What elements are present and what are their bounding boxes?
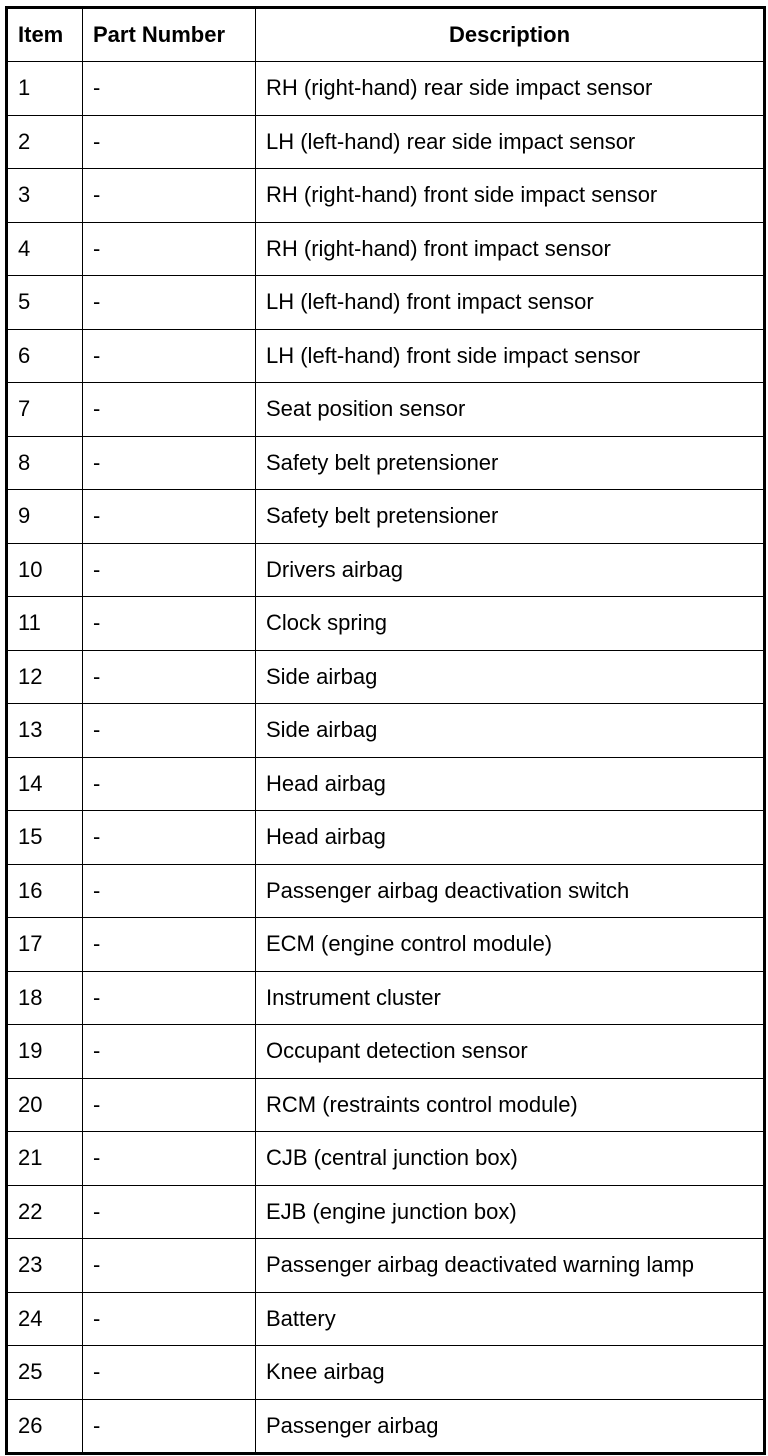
- table-row: [7, 543, 765, 597]
- table-row: [7, 436, 765, 490]
- cell-part-number: -: [83, 971, 256, 1025]
- cell-item: 26: [7, 1399, 83, 1454]
- cell-part-number: -: [83, 864, 256, 918]
- table-row: [7, 115, 765, 169]
- cell-part-number: -: [83, 329, 256, 383]
- cell-item: 12: [7, 650, 83, 704]
- cell-description: RH (right-hand) front impact sensor: [256, 222, 765, 276]
- cell-item: 20: [7, 1078, 83, 1132]
- cell-part-number: -: [83, 1399, 256, 1454]
- cell-part-number: -: [83, 383, 256, 437]
- table-row: [7, 1292, 765, 1346]
- parts-table: [5, 6, 766, 1455]
- cell-item: 16: [7, 864, 83, 918]
- cell-item: 14: [7, 757, 83, 811]
- table-row: [7, 864, 765, 918]
- table-row: [7, 222, 765, 276]
- parts-table-container: [5, 6, 763, 1455]
- cell-item: 13: [7, 704, 83, 758]
- table-row: [7, 62, 765, 116]
- cell-part-number: -: [83, 918, 256, 972]
- cell-description: Seat position sensor: [256, 383, 765, 437]
- table-row: [7, 704, 765, 758]
- cell-part-number: -: [83, 597, 256, 651]
- cell-item: 9: [7, 490, 83, 544]
- cell-item: 19: [7, 1025, 83, 1079]
- cell-description: RCM (restraints control module): [256, 1078, 765, 1132]
- table-row: [7, 329, 765, 383]
- cell-item: 8: [7, 436, 83, 490]
- table-row: [7, 650, 765, 704]
- cell-description: Passenger airbag deactivation switch: [256, 864, 765, 918]
- cell-description: Safety belt pretensioner: [256, 436, 765, 490]
- cell-item: 3: [7, 169, 83, 223]
- cell-item: 5: [7, 276, 83, 330]
- cell-item: 21: [7, 1132, 83, 1186]
- cell-part-number: -: [83, 650, 256, 704]
- cell-description: LH (left-hand) front side impact sensor: [256, 329, 765, 383]
- cell-description: ECM (engine control module): [256, 918, 765, 972]
- table-row: [7, 811, 765, 865]
- cell-description: Head airbag: [256, 811, 765, 865]
- table-row: [7, 757, 765, 811]
- cell-part-number: -: [83, 543, 256, 597]
- cell-description: Drivers airbag: [256, 543, 765, 597]
- table-header: [7, 8, 765, 62]
- table-row: [7, 1185, 765, 1239]
- cell-part-number: -: [83, 436, 256, 490]
- cell-description: Passenger airbag: [256, 1399, 765, 1454]
- table-row: [7, 1399, 765, 1454]
- cell-part-number: -: [83, 704, 256, 758]
- cell-description: LH (left-hand) rear side impact sensor: [256, 115, 765, 169]
- cell-description: Knee airbag: [256, 1346, 765, 1400]
- cell-part-number: -: [83, 1239, 256, 1293]
- cell-part-number: -: [83, 169, 256, 223]
- cell-part-number: -: [83, 1078, 256, 1132]
- cell-item: 23: [7, 1239, 83, 1293]
- table-row: [7, 169, 765, 223]
- cell-description: Battery: [256, 1292, 765, 1346]
- cell-item: 15: [7, 811, 83, 865]
- cell-description: Safety belt pretensioner: [256, 490, 765, 544]
- cell-part-number: -: [83, 490, 256, 544]
- cell-description: Head airbag: [256, 757, 765, 811]
- cell-part-number: -: [83, 1185, 256, 1239]
- cell-item: 17: [7, 918, 83, 972]
- cell-part-number: -: [83, 115, 256, 169]
- cell-description: Instrument cluster: [256, 971, 765, 1025]
- header-part-number: Part Number: [83, 8, 256, 62]
- header-description: Description: [256, 8, 765, 62]
- table-row: [7, 1239, 765, 1293]
- cell-part-number: -: [83, 757, 256, 811]
- cell-description: EJB (engine junction box): [256, 1185, 765, 1239]
- cell-part-number: -: [83, 1292, 256, 1346]
- table-row: [7, 490, 765, 544]
- header-row: [7, 8, 765, 62]
- table-row: [7, 276, 765, 330]
- cell-part-number: -: [83, 1346, 256, 1400]
- cell-description: Side airbag: [256, 704, 765, 758]
- table-row: [7, 971, 765, 1025]
- cell-part-number: -: [83, 276, 256, 330]
- cell-part-number: -: [83, 62, 256, 116]
- cell-description: RH (right-hand) front side impact sensor: [256, 169, 765, 223]
- header-item: Item: [7, 8, 83, 62]
- cell-description: Clock spring: [256, 597, 765, 651]
- cell-description: LH (left-hand) front impact sensor: [256, 276, 765, 330]
- table-row: [7, 383, 765, 437]
- cell-description: CJB (central junction box): [256, 1132, 765, 1186]
- cell-item: 24: [7, 1292, 83, 1346]
- cell-description: Side airbag: [256, 650, 765, 704]
- cell-part-number: -: [83, 811, 256, 865]
- cell-part-number: -: [83, 1132, 256, 1186]
- cell-part-number: -: [83, 1025, 256, 1079]
- cell-item: 11: [7, 597, 83, 651]
- table-row: [7, 1025, 765, 1079]
- cell-part-number: -: [83, 222, 256, 276]
- cell-description: Passenger airbag deactivated warning lamp: [256, 1239, 765, 1293]
- cell-item: 1: [7, 62, 83, 116]
- cell-item: 2: [7, 115, 83, 169]
- cell-description: RH (right-hand) rear side impact sensor: [256, 62, 765, 116]
- table-row: [7, 1078, 765, 1132]
- table-row: [7, 1346, 765, 1400]
- cell-description: Occupant detection sensor: [256, 1025, 765, 1079]
- cell-item: 25: [7, 1346, 83, 1400]
- cell-item: 18: [7, 971, 83, 1025]
- cell-item: 7: [7, 383, 83, 437]
- table-row: [7, 597, 765, 651]
- cell-item: 4: [7, 222, 83, 276]
- cell-item: 10: [7, 543, 83, 597]
- table-row: [7, 918, 765, 972]
- cell-item: 22: [7, 1185, 83, 1239]
- cell-item: 6: [7, 329, 83, 383]
- table-row: [7, 1132, 765, 1186]
- table-body: [7, 62, 765, 1454]
